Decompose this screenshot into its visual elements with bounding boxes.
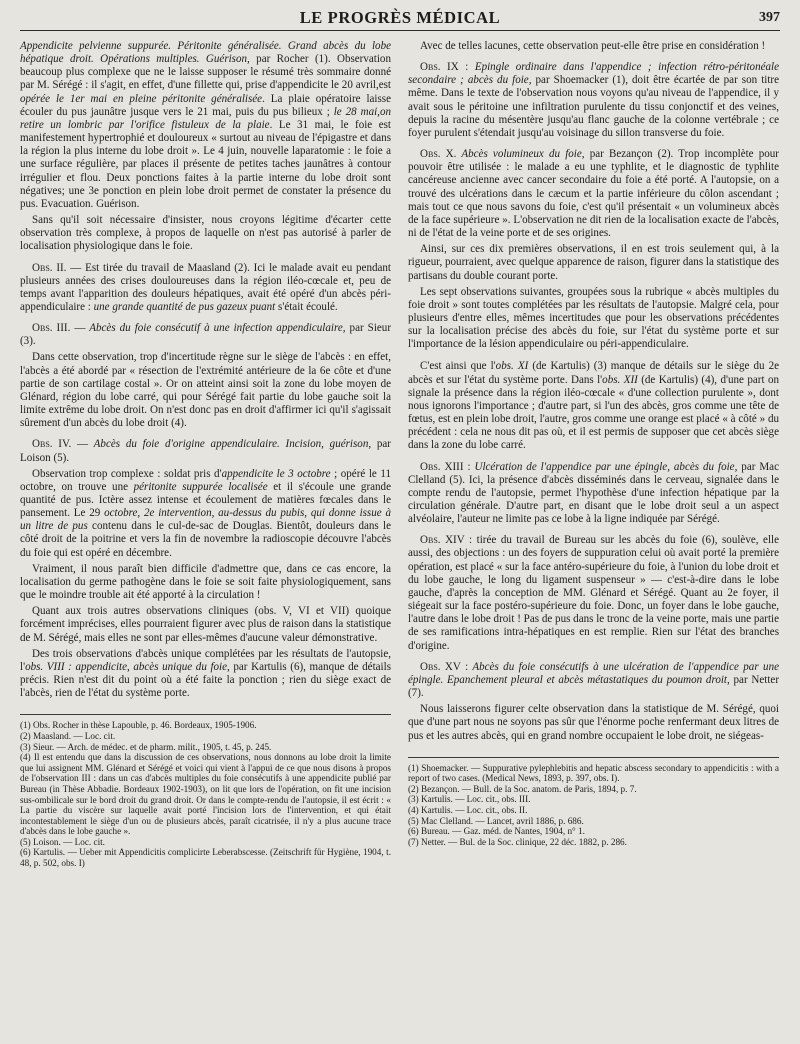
obs-13-label: Obs. XIII : xyxy=(420,460,471,473)
obs-3-heading: Obs. III. — Abcès du foie consécutif à une infection appendiculaire, par Sieur (3). xyxy=(20,322,391,348)
obs-15-label: Obs. XV : xyxy=(420,660,469,673)
obs-9-title: Epingle ordinaire dans l'appendice ; infection rétro-péritonéale secondaire ; abcès du foie, xyxy=(408,61,779,87)
obs-9-paragraph: Obs. IX : Epingle ordinaire dans l'appendice ; infection rétro-péritonéale secondaire ; abcès du foie, par Shoemacker (1), doit être écartée de par son titre même. Dans le texte de l'observation nous voyons qu'au niveau de l'appendice, il y avait sous le péritoine une infiltration purulente du tissu conjonctif et des veines, depuis la racine du mésentère jusqu'au flanc gauche de la colonne vertébrale ; ce foyer purulent s'étendait jusqu'au voisinage du sillon transverse du foie. xyxy=(408,61,779,139)
footnotes-right xyxy=(408,757,779,848)
paragraph-lacunes: Avec de telles lacunes, cette observation peut-elle être prise en considération ! xyxy=(420,40,766,52)
obs-13-title: Ulcération de l'appendice par une épingle, abcès du foie, xyxy=(470,460,738,473)
footnote: (1) Obs. Rocher in thèse Lapouble, p. 46. Bordeaux, 1905-1906. xyxy=(20,720,257,731)
obs-15-heading: Obs. XV : Abcès du foie consécutifs à une ulcération de l'appendice par une épingle. Epanchement pleural et abcès métastatiques du poumon droit, par Netter (7). xyxy=(408,660,779,700)
footnote: (6) Kartulis. — Ueber mit Appendicitis complicirte Leberabscesse. (Zeitschrift für Hygiène, 1904, t. 48, p. 502, obs. I) xyxy=(20,847,391,869)
paragraph-vraiment: Vraiment, il nous paraît bien difficile d'admettre que, dans ce cas encore, la localisation du germe pathogène dans le foie se soit faite physiologiquement, sans que le moindre trouble ait été apporté à la circulation ! xyxy=(20,562,391,602)
obs-2-label: Obs. II. — xyxy=(32,261,82,274)
footnote: (4) Il est entendu que dans la discussion de ces observations, nous donnons au lobe droit la limite que lui assignent MM. Glénard et Sérégé et voici qui vient à l'appui de ce que nous disons à propos de l'observation III : dans un cas d'abcès multiples du foie consécutifs à une appendicite publié par Bureau (in Thèse Abbadie. Bordeaux 1902-1903), on lit que lors de l'opération, on fit une incision sus-ombilicale sur le bord droit du grand droit. Or dans le compte-rendu de l'autopsie, il est écrit : « La partie du viscère sur laquelle avait porté l'incision lors de l'intervention, et qui était incontestablement le siège d'un ou de plusieurs abcès, paraît cicatrisée, il n'y a plus aucune trace d'abcès dans le lobe gauche ». xyxy=(20,752,391,837)
paragraph-quant: Quant aux trois autres observations cliniques (obs. V, VI et VII) quoique forcément imprécises, elles pourraient figurer avec plus de raison dans la statistique de M. Sérégé, mais elles ne sont par elles-mêmes d'aucune valeur démonstrative. xyxy=(20,605,391,644)
footnote: (6) Bureau. — Gaz. méd. de Nantes, 1904, n° 1. xyxy=(408,826,585,837)
running-head xyxy=(20,8,780,31)
obs-1-paragraph: Appendicite pelvienne suppurée. Péritonite généralisée. Grand abcès du lobe hépatique droit. Opérations multiples. Guérison, par Rocher (1). Observation beaucoup plus complexe que ne le laisse supposer le résumé très sommaire donné par M. Sérégé : il s'agit, en effet, d'une fillette qui, prise d'appendicite le 20 avril,est opérée le 1er mai en pleine péritonite généralisée. La plaie opératoire laisse écouler du pus jaunâtre jusque vers le 21 mai, puis du pus bilieux ; le 28 mai,on retire un lombric par l'orifice fistuleux de la plaie. Le 31 mai, le foie est manifestement hypertrophié et douloureux « surtout au niveau de l'épigastre et dans la région la plus interne du lobe droit ». Le 4 juin, nouvelle laparatomie : le foie a une surface régulière, par places il présente de petites taches jaunâtres à contour irrégulier et flou. Deux ponctions faites à la partie interne du lobe droit sont négatives; une 3e ponction en plein lobe droit permet de constater la présence du pus. Evacuation. Guérison. xyxy=(20,40,391,210)
obs-3-label: Obs. III. — xyxy=(32,322,86,335)
footnotes-left xyxy=(20,714,391,868)
obs-1-title: Appendicite pelvienne suppurée. Péritonite généralisée. Grand abcès du lobe hépatique droit. Opérations multiples. Guérison, xyxy=(20,40,391,66)
page-number: 397 xyxy=(759,10,780,25)
obs-9-label: Obs. IX : xyxy=(420,61,469,74)
footnote: (1) Shoemacker. — Suppurative pylephlebitis and hepatic abscess secondary to appendicitis : with a report of two cases. (Medical News, 1893, p. 397, obs. I). xyxy=(408,762,779,784)
paragraph-nous-laisserons: Nous laisserons figurer celte observation dans la statistique de M. Sérégé, quoi que d'une part nous ne soyons pas sûr que l'énorme poche renfermant deux litres de pus et les autres abcès, qui en grand nombre occupaient le lobe droit, ne siégeas- xyxy=(408,703,779,742)
footnote: (7) Netter. — Bul. de la Soc. clinique, 22 déc. 1882, p. 286. xyxy=(408,836,627,847)
obs-14-label: Obs. XIV : xyxy=(420,534,473,547)
footnote: (2) Bezançon. — Bull. de la Soc. anatom. de Paris, 1894, p. 7. xyxy=(408,783,637,794)
obs-4-heading: Obs. IV. — Abcès du foie d'origine appendiculaire. Incision, guérison, par Loison (5). xyxy=(20,438,391,464)
obs-4-paragraph: Observation trop complexe : soldat pris d'appendicite le 3 octobre ; opéré le 11 octobre, on trouve une péritonite suppurée localisée et il s'écoule une grande quantité de pus. Ictère assez intense et écoulement de matières fœcales dans le pansement. Le 29 octobre, 2e intervention, au-dessus du pubis, qui donne issue à un litre de pus contenu dans le cul-de-sac de Douglas. Bientôt, douleurs dans le côté droit de la poitrine et vers la fin de novembre la radioscopie découvre l'abcès du foie qui est opéré en décembre. xyxy=(20,467,391,559)
obs-2-paragraph: Obs. II. — Est tirée du travail de Maasland (2). Ici le malade avait eu pendant plusieurs années des crises douloureuses dans la région iléo-cœcale et, peu de temps avant l'apparition des douleurs hépatiques, avait été opéré d'un abcès péri-appendiculaire : une grande quantité de pus gazeux puant s'était écoulé. xyxy=(20,261,391,313)
footnote: (4) Kartulis. — Loc. cit., obs. II. xyxy=(408,805,528,816)
paragraph-sans-insister: Sans qu'il soit nécessaire d'insister, nous croyons légitime d'écarter cette observation très complexe, à propos de laquelle on n'est pas autorisé à parler de localisation physiologique dans le foie. xyxy=(20,214,391,253)
footnote: (5) Loison. — Loc. cit. xyxy=(20,836,105,847)
obs-10-title: Abcès volumineux du foie, xyxy=(456,148,585,161)
obs-4-title: Abcès du foie d'origine appendiculaire. Incision, guérison, xyxy=(88,438,372,451)
paragraph-sept-observations: Les sept observations suivantes, groupées sous la rubrique « abcès multiples du foie droit » sont toutes complétées par les résultats de l'autopsie. Malgré cela, pour plusieurs d'entre elles, mêmes incertitudes que pour les observations précédentes sur la localisation précise des abcès du foie, sur l'état du système porte et sur l'importance de la lésion appendiculaire ou péri-appendiculaire. xyxy=(408,285,779,351)
footnote: (2) Maasland. — Loc. cit. xyxy=(20,730,116,741)
obs-10-paragraph: Obs. X. Abcès volumineux du foie, par Bezançon (2). Trop incomplète pour pouvoir être utilisée : le malade a eu une typhlite, et le diagnostic de typhlite cancéreuse ancienne avec cancer secondaire du foie a été porté. A l'autopsie, on a trouvé des ulcérations dans le cæcum et la partie inférieure du côlon ascendant ; mais tout ce que nous savons du foie, c'est qu'il présentait « un volumineux abcès de la face supérieure ». L'observation ne dit rien de la localisation exacte de l'abcès, ni de l'état de la veine porte et de ses origines. xyxy=(408,148,779,240)
paragraph-trois-observations: Des trois observations d'abcès unique complétées par les résultats de l'autopsie, l'obs. VIII : appendicite, abcès unique du foie, par Kartulis (6), manque de détails précis. Rien n'est dit du point où a été faite la ponction ; rien du siège exact de l'abcès, rien de l'état du système porte. xyxy=(20,647,391,700)
two-column-body xyxy=(20,40,780,869)
left-column xyxy=(20,40,391,869)
obs-4-label: Obs. IV. — xyxy=(32,438,89,451)
paragraph-ainsi: Ainsi, sur ces dix premières observations, il en est trois seulement qui, à la rigueur, pourraient, avec quelque apparence de raison, figurer dans la statistique des partisans du double courant porte. xyxy=(408,243,779,282)
obs-10-label: Obs. X. xyxy=(420,148,457,161)
obs-15-title: Abcès du foie consécutifs à une ulcération de l'appendice par une épingle. Epanchement pleural et abcès métastatiques du poumon droit, xyxy=(408,660,779,686)
footnote: (3) Kartulis. — Loc. cit., obs. III. xyxy=(408,794,531,805)
obs-3-paragraph: Dans cette observation, trop d'incertitude règne sur le siège de l'abcès : en effet, l'abcès a été abordé par « résection de l'extrémité antérieure de la 6e côte et d'une partie de son cartilage costal ». Or on atteint ainsi soit la zone du lobe moyen de Glénard, région du lobe carré, qui pour Sérégé fait partie du lobe gauche soit la limite extrême du lobe droit. On n'est donc pas en droit d'affirmer ici qu'il s'agissait sûrement d'un abcès du lobe droit (4). xyxy=(20,351,391,430)
obs-13-paragraph: Obs. XIII : Ulcération de l'appendice par une épingle, abcès du foie, par Mac Clelland (5). Ici, la présence d'abcès disséminés dans le cerveau, signalée dans le compte rendu de l'autopsie, permet l'hypothèse d'une infection hépatique par la circulation générale. D'autre part, en disant que le lobe droit seul a un aspect alvéolaire, l'auteur ne limite pas ce lobe à la ligne indiquée par Sérégé. xyxy=(408,460,779,526)
paragraph-cest-ainsi: C'est ainsi que l'obs. XI (de Kartulis) (3) manque de détails sur le siège du 2e abcès et sur l'état du système porte. Dans l'obs. XII (de Kartulis) (4), d'une part on signale la présence dans la région iléo-cœcale « d'une collection purulente », dont nous ignorons l'importance ; d'autre part, si l'un des abcès, gros comme une tête de fœtus, est en plein lobe droit, l'autre, gros comme une orange est placé « à côté » du précédent : cela ne nous dit pas où, et il est permis de supposer que cet abcès siège dans la zone du lobe carré. xyxy=(408,360,779,452)
obs-3-title: Abcès du foie consécutif à une infection appendiculaire, xyxy=(85,322,346,335)
right-column xyxy=(408,40,779,869)
footnote: (5) Mac Clelland. — Lancet, avril 1886, p. 686. xyxy=(408,815,584,826)
obs-14-paragraph: Obs. XIV : tirée du travail de Bureau sur les abcès du foie (6), soulève, elle aussi, des objections : un des foyers de suppuration celui où avait porté la première opération, est placé « sur la face antéro-supérieure du foie, à l'union du lobe droit et du lobe gauche, le long du ligament suspenseur » — c'est-à-dire dans le lobe gauche, d'après la conception de MM. Glénard et Sérégé. Quant au 2e foyer, il siégeait sur la face postéro-supérieure du foie. Donc, un foyer dans le lobe gauche, l'autre dans le lobe droit ! Pas de pus dans le tronc de la veine porte, mais une partie de ses ramifications intra-hépatiques en est remplie. Rien sur l'état des branches d'origine. xyxy=(408,534,779,652)
journal-title: LE PROGRÈS MÉDICAL xyxy=(299,8,501,27)
footnote: (3) Sieur. — Arch. de médec. et de pharm. milit., 1905, t. 45, p. 245. xyxy=(20,741,272,752)
